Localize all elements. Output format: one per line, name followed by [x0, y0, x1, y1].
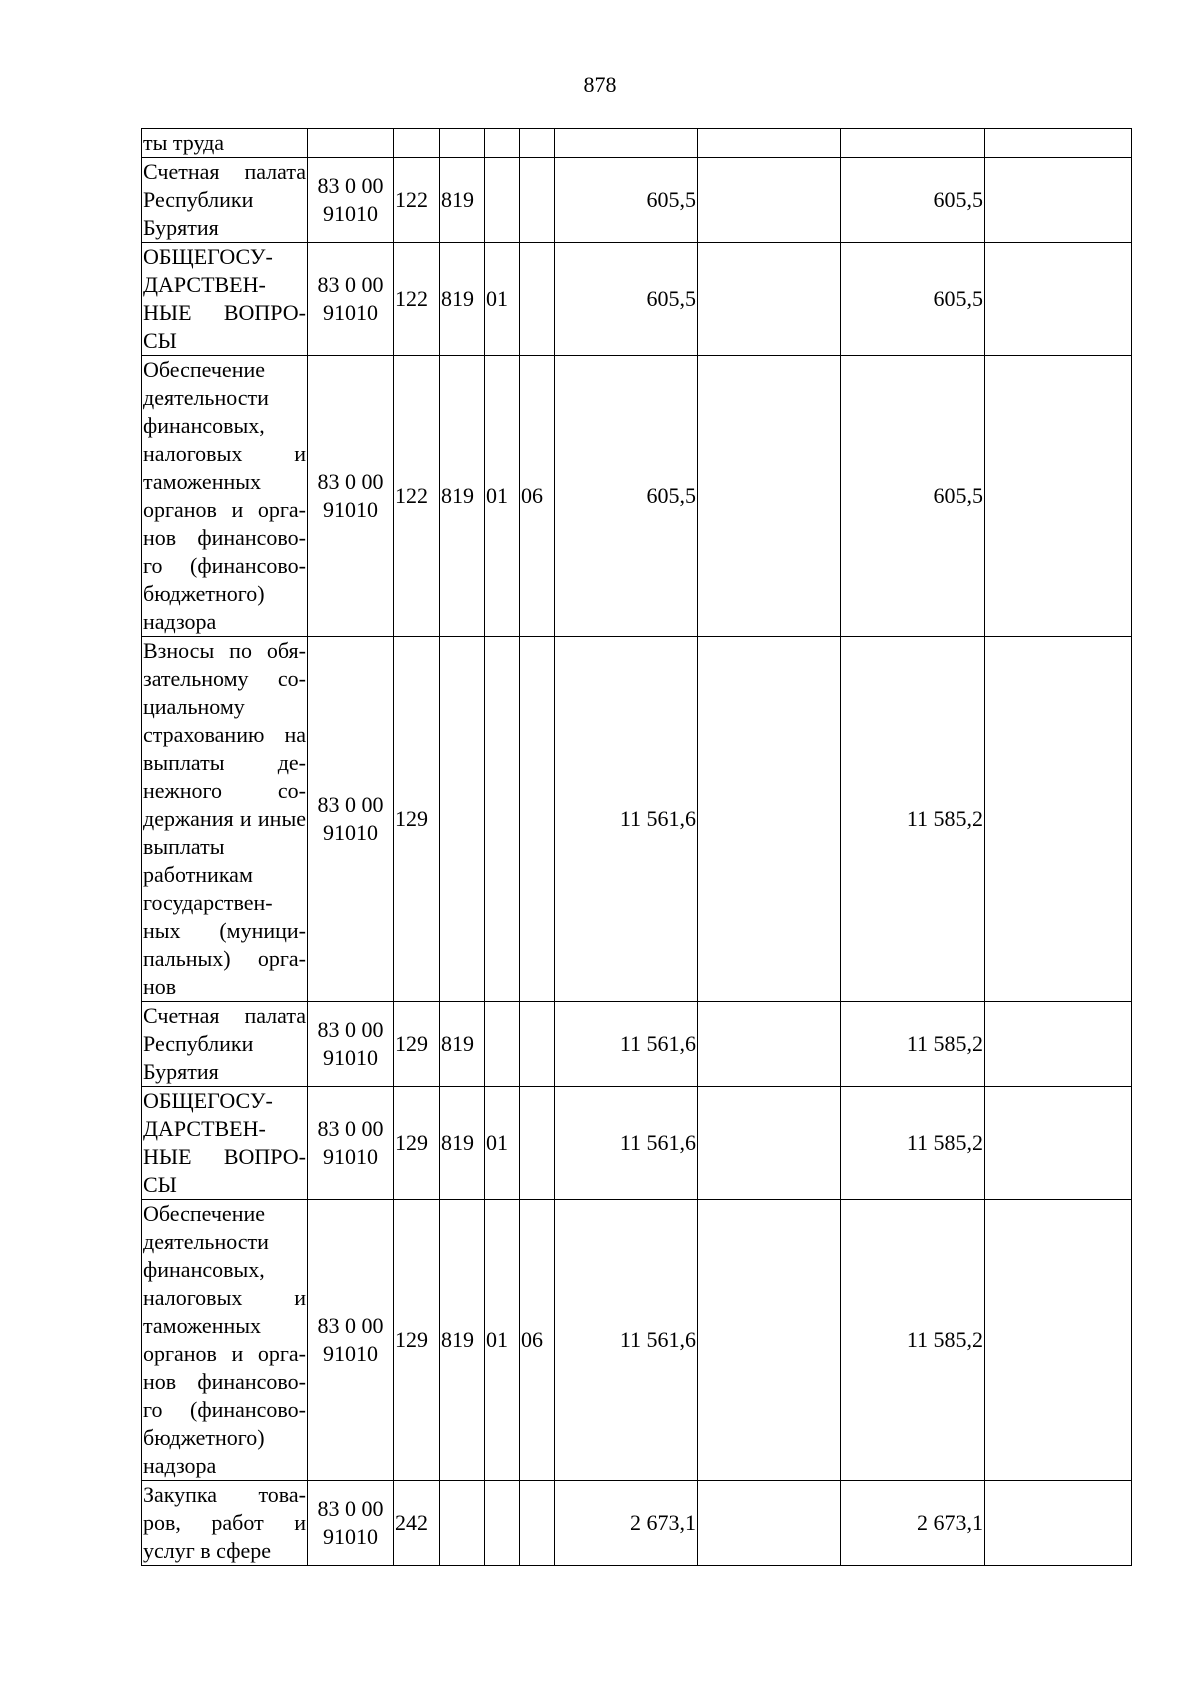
row-sum-4	[985, 1002, 1132, 1087]
row-name: Обеспечение деятельности финансовых, налоговых и таможенных органов и орга-нов финансово-го (финансово-бюджетного) надзора	[142, 1200, 308, 1481]
row-vr: 129	[394, 1200, 440, 1481]
row-sum-1: 11 561,6	[555, 1002, 698, 1087]
row-sum-2	[698, 356, 841, 637]
row-sum-3: 605,5	[841, 243, 985, 356]
row-sum-3: 11 585,2	[841, 637, 985, 1002]
row-name: ОБЩЕГОСУ-ДАРСТВЕН-НЫЕ ВОПРО-СЫ	[142, 1087, 308, 1200]
row-sum-4	[985, 158, 1132, 243]
row-csr: 83 0 00 91010	[308, 1087, 394, 1200]
row-name: Счетная палата Республики Бурятия	[142, 158, 308, 243]
row-pr	[520, 637, 555, 1002]
row-name: Обеспечение деятельности финансовых, налоговых и таможенных органов и орга-нов финансово-го (финансово-бюджетного) надзора	[142, 356, 308, 637]
row-grbs: 819	[440, 1200, 485, 1481]
row-rz	[485, 1002, 520, 1087]
table-row	[142, 129, 1132, 158]
row-vr: 129	[394, 637, 440, 1002]
row-sum-2	[698, 1200, 841, 1481]
row-pr	[520, 1087, 555, 1200]
row-rz: 01	[485, 1087, 520, 1200]
row-sum-3: 11 585,2	[841, 1002, 985, 1087]
row-csr: 83 0 00 91010	[308, 243, 394, 356]
row-rz: 01	[485, 243, 520, 356]
row-pr	[520, 243, 555, 356]
row-pr	[520, 158, 555, 243]
row-grbs	[440, 1481, 485, 1566]
row-sum-3: 2 673,1	[841, 1481, 985, 1566]
row-sum-4	[985, 129, 1132, 158]
row-sum-1	[555, 129, 698, 158]
row-pr: 06	[520, 356, 555, 637]
row-grbs: 819	[440, 158, 485, 243]
row-rz	[485, 637, 520, 1002]
table-row	[142, 1481, 1132, 1566]
row-vr: 122	[394, 243, 440, 356]
row-grbs: 819	[440, 1002, 485, 1087]
row-csr: 83 0 00 91010	[308, 637, 394, 1002]
row-rz	[485, 129, 520, 158]
table-row	[142, 1200, 1132, 1481]
row-sum-2	[698, 158, 841, 243]
row-vr: 242	[394, 1481, 440, 1566]
row-csr: 83 0 00 91010	[308, 1002, 394, 1087]
row-sum-1: 11 561,6	[555, 637, 698, 1002]
row-sum-4	[985, 1200, 1132, 1481]
row-sum-4	[985, 356, 1132, 637]
row-grbs	[440, 637, 485, 1002]
row-name: ОБЩЕГОСУ-ДАРСТВЕН-НЫЕ ВОПРО-СЫ	[142, 243, 308, 356]
row-sum-3	[841, 129, 985, 158]
row-vr: 129	[394, 1002, 440, 1087]
row-name: Счетная палата Республики Бурятия	[142, 1002, 308, 1087]
row-sum-1: 11 561,6	[555, 1087, 698, 1200]
row-pr	[520, 1481, 555, 1566]
table-row	[142, 243, 1132, 356]
row-sum-2	[698, 1002, 841, 1087]
row-sum-1: 605,5	[555, 243, 698, 356]
row-sum-4	[985, 1087, 1132, 1200]
table-row	[142, 356, 1132, 637]
row-csr: 83 0 00 91010	[308, 158, 394, 243]
table-row	[142, 1002, 1132, 1087]
row-name: Закупка това-ров, работ и услуг в сфере	[142, 1481, 308, 1566]
table-row	[142, 1087, 1132, 1200]
row-sum-3: 605,5	[841, 158, 985, 243]
row-sum-3: 11 585,2	[841, 1200, 985, 1481]
row-sum-2	[698, 243, 841, 356]
row-grbs: 819	[440, 356, 485, 637]
row-sum-4	[985, 243, 1132, 356]
row-sum-2	[698, 1087, 841, 1200]
row-sum-3: 605,5	[841, 356, 985, 637]
row-sum-1: 2 673,1	[555, 1481, 698, 1566]
row-sum-4	[985, 1481, 1132, 1566]
row-name: Взносы по обя-зательному со-циальному страхованию на выплаты де-нежного со-держания и иные выплаты работникам государствен-ных (муници-пальных) орга-нов	[142, 637, 308, 1002]
row-csr: 83 0 00 91010	[308, 356, 394, 637]
row-rz: 01	[485, 1200, 520, 1481]
table-row	[142, 637, 1132, 1002]
row-sum-1: 11 561,6	[555, 1200, 698, 1481]
row-vr: 122	[394, 158, 440, 243]
row-sum-2	[698, 1481, 841, 1566]
row-sum-2	[698, 637, 841, 1002]
row-rz	[485, 1481, 520, 1566]
row-csr: 83 0 00 91010	[308, 1481, 394, 1566]
row-grbs	[440, 129, 485, 158]
row-sum-2	[698, 129, 841, 158]
row-pr	[520, 129, 555, 158]
row-vr: 122	[394, 356, 440, 637]
row-csr	[308, 129, 394, 158]
page-number: 878	[583, 72, 617, 97]
row-sum-1: 605,5	[555, 356, 698, 637]
row-rz: 01	[485, 356, 520, 637]
row-name: ты труда	[142, 129, 308, 158]
row-pr	[520, 1002, 555, 1087]
budget-table	[141, 128, 1132, 1566]
row-sum-4	[985, 637, 1132, 1002]
row-sum-1: 605,5	[555, 158, 698, 243]
row-grbs: 819	[440, 1087, 485, 1200]
row-vr	[394, 129, 440, 158]
row-vr: 129	[394, 1087, 440, 1200]
row-grbs: 819	[440, 243, 485, 356]
row-sum-3: 11 585,2	[841, 1087, 985, 1200]
row-rz	[485, 158, 520, 243]
row-pr: 06	[520, 1200, 555, 1481]
row-csr: 83 0 00 91010	[308, 1200, 394, 1481]
table-row	[142, 158, 1132, 243]
